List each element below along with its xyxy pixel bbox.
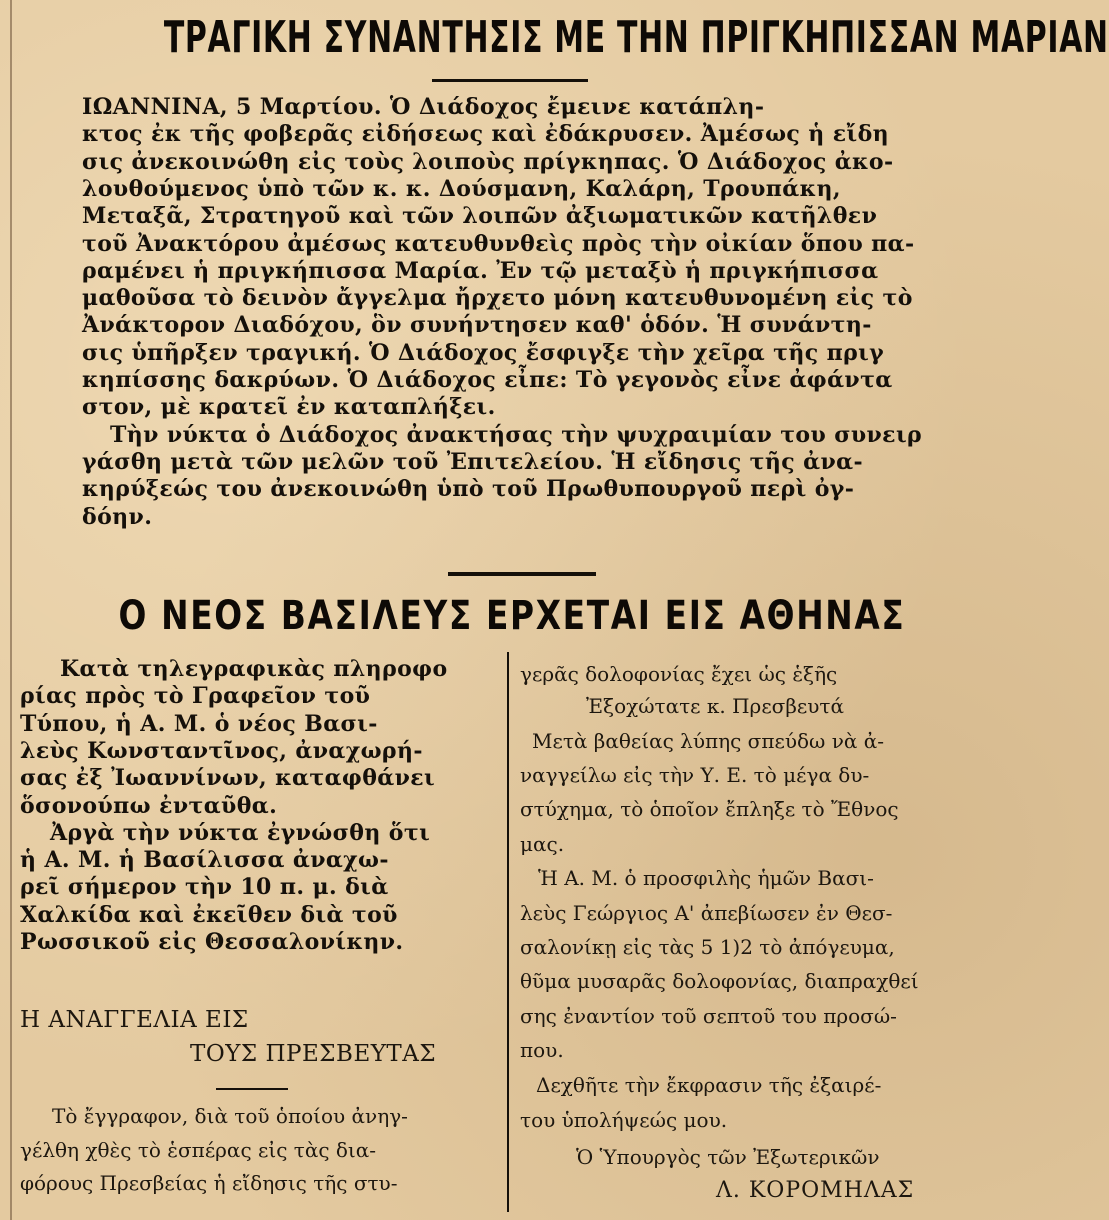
page-edge [10, 0, 12, 1220]
text-line: λεὺς Γεώργιος Α' ἀπεβίωσεν ἐν Θεσ- [520, 901, 893, 925]
text-line: φόρους Πρεσβείας ἡ εἴδησις τῆς στυ- [20, 1171, 398, 1195]
text-line: σας ἐξ Ἰωαννίνων, καταφθάνει [20, 765, 436, 792]
subhead-line-1: Η ΑΝΑΓΓΕΛΙΑ ΕΙΣ [20, 1007, 249, 1033]
headline-1: ΤΡΑΓΙΚΗ ΣΥΝΑΝΤΗΣΙΣ ΜΕ ΤΗΝ ΠΡΙΓΚΗΠΙΣΣΑΝ ΜΑΡΙΑΝ [163, 12, 1109, 63]
text-line: Μετὰ βαθείας λύπης σπεύδω νὰ ἀ- [532, 729, 884, 753]
text-line: ὅσονούπω ἐνταῦθα. [20, 792, 278, 819]
text-line: Ἀργὰ τὴν νύκτα ἐγνώσθη ὅτι [50, 819, 431, 846]
text-line: μαθοῦσα τὸ δεινὸν ἄγγελμα ἤρχετο μόνη κατευθυνομένη εἰς τὸ [82, 285, 913, 312]
headline-1-rule [432, 79, 588, 82]
text-line: λουθούμενος ὑπὸ τῶν κ. κ. Δούσμανη, Καλάρη, Τρουπάκη, [82, 175, 841, 202]
article-separator [448, 572, 596, 576]
text-line: Ἀνάκτορον Διαδόχου, ὃν συνήντησεν καθ' ὁδόν. Ἡ συνάντη- [82, 312, 872, 339]
text-line: Τύπου, ἡ Α. Μ. ὁ νέος Βασι- [20, 710, 378, 737]
text-line: Δεχθῆτε τὴν ἔκφρασιν τῆς ἐξαιρέ- [536, 1073, 882, 1097]
text-line: Τὸ ἔγγραφον, διὰ τοῦ ὁποίου ἀνηγ- [52, 1104, 408, 1128]
text-line: του ὑπολήψεώς μου. [520, 1108, 728, 1132]
text-line: Ὁ Ὑπουργὸς τῶν Ἐξωτερικῶν [576, 1145, 880, 1169]
text-line: στον, μὲ κρατεῖ ἐν καταπλήξει. [82, 394, 496, 421]
text-line: ΙΩΑΝΝΙΝΑ, 5 Μαρτίου. Ὁ Διάδοχος ἔμεινε κατάπλη- [82, 94, 765, 120]
text-line: τοῦ Ἀνακτόρου ἀμέσως κατευθυνθεὶς πρὸς τὴν οἰκίαν ὅπου πα- [82, 230, 915, 257]
text-line: γάσθη μετὰ τῶν μελῶν τοῦ Ἐπιτελείου. Ἡ εἴδησις τῆς ἀνα- [82, 448, 863, 475]
text-line: θῦμα μυσαρᾶς δολοφονίας, διαπραχθεί [520, 969, 919, 993]
text-line: κηρύξεώς του ἀνεκοινώθη ὑπὸ τοῦ Πρωθυπουργοῦ περὶ ὀγ- [82, 476, 855, 503]
text-line: Τὴν νύκτα ὁ Διάδοχος ἀνακτήσας τὴν ψυχραιμίαν του συνειρ [110, 421, 923, 448]
text-line: Χαλκίδα καὶ ἐκεῖθεν διὰ τοῦ [20, 901, 398, 928]
text-line: Μεταξᾶ, Στρατηγοῦ καὶ τῶν λοιπῶν ἀξιωματικῶν κατῆλθεν [82, 203, 878, 230]
text-line: σης ἐναντίον τοῦ σεπτοῦ του προσώ- [520, 1004, 897, 1028]
text-line: ρεῖ σήμερον τὴν 10 π. μ. διὰ [20, 874, 389, 901]
text-line: λεὺς Κωνσταντῖνος, ἀναχωρή- [20, 737, 423, 764]
text-line: ἡ Α. Μ. ἡ Βασίλισσα ἀναχω- [20, 847, 389, 874]
subhead-rule [216, 1088, 288, 1090]
text-line: ρίας πρὸς τὸ Γραφεῖον τοῦ [20, 683, 371, 710]
text-line: Ἡ Α. Μ. ὁ προσφιλὴς ἡμῶν Βασι- [538, 866, 874, 890]
text-line: Κατὰ τηλεγραφικὰς πληροφο [60, 656, 448, 682]
text-line: σις ἀνεκοινώθη εἰς τοὺς λοιποὺς πρίγκηπας. Ὁ Διάδοχος ἀκο- [82, 148, 894, 175]
text-line: μας. [520, 832, 565, 856]
text-line: γέλθη χθὲς τὸ ἑσπέρας εἰς τὰς δια- [20, 1137, 377, 1162]
signature: Λ. ΚΟΡΟΜΗΛΑΣ [716, 1178, 915, 1203]
text-line: σαλονίκῃ εἰς τὰς 5 1)2 τὸ ἀπόγευμα, [520, 935, 895, 959]
text-line: Ἐξοχώτατε κ. Πρεσβευτά [586, 694, 844, 718]
text-line: κηπίσσης δακρύων. Ὁ Διάδοχος εἶπε: Τὸ γεγονὸς εἶνε ἀφάντα [82, 367, 893, 393]
text-line: ναγγείλω εἰς τὴν Υ. Ε. τὸ μέγα δυ- [520, 763, 870, 787]
text-line: σις ὑπῆρξεν τραγική. Ὁ Διάδοχος ἔσφιγξε τὴν χεῖρα τῆς πριγ [82, 339, 885, 366]
text-line: γερᾶς δολοφονίας ἔχει ὡς ἑξῆς [520, 662, 838, 686]
column-divider [507, 652, 509, 1212]
text-line: ραμένει ἡ πριγκήπισσα Μαρία. Ἐν τῷ μεταξὺ ἡ πριγκήπισσα [82, 257, 879, 284]
text-line: δόην. [82, 503, 153, 530]
text-line: στύχημα, τὸ ὁποῖον ἔπληξε τὸ Ἔθνος [520, 797, 899, 821]
subhead-line-2: ΤΟΥΣ ΠΡΕΣΒΕΥΤΑΣ [190, 1041, 437, 1067]
text-line: Ρωσσικοῦ εἰς Θεσσαλονίκην. [20, 929, 404, 955]
headline-2: Ο ΝΕΟΣ ΒΑΣΙΛΕΥΣ ΕΡΧΕΤΑΙ ΕΙΣ ΑΘΗΝΑΣ [118, 593, 906, 639]
text-line: που. [520, 1038, 564, 1062]
text-line: κτος ἐκ τῆς φοβερᾶς εἰδήσεως καὶ ἐδάκρυσεν. Ἀμέσως ἡ εἴδη [82, 121, 890, 148]
